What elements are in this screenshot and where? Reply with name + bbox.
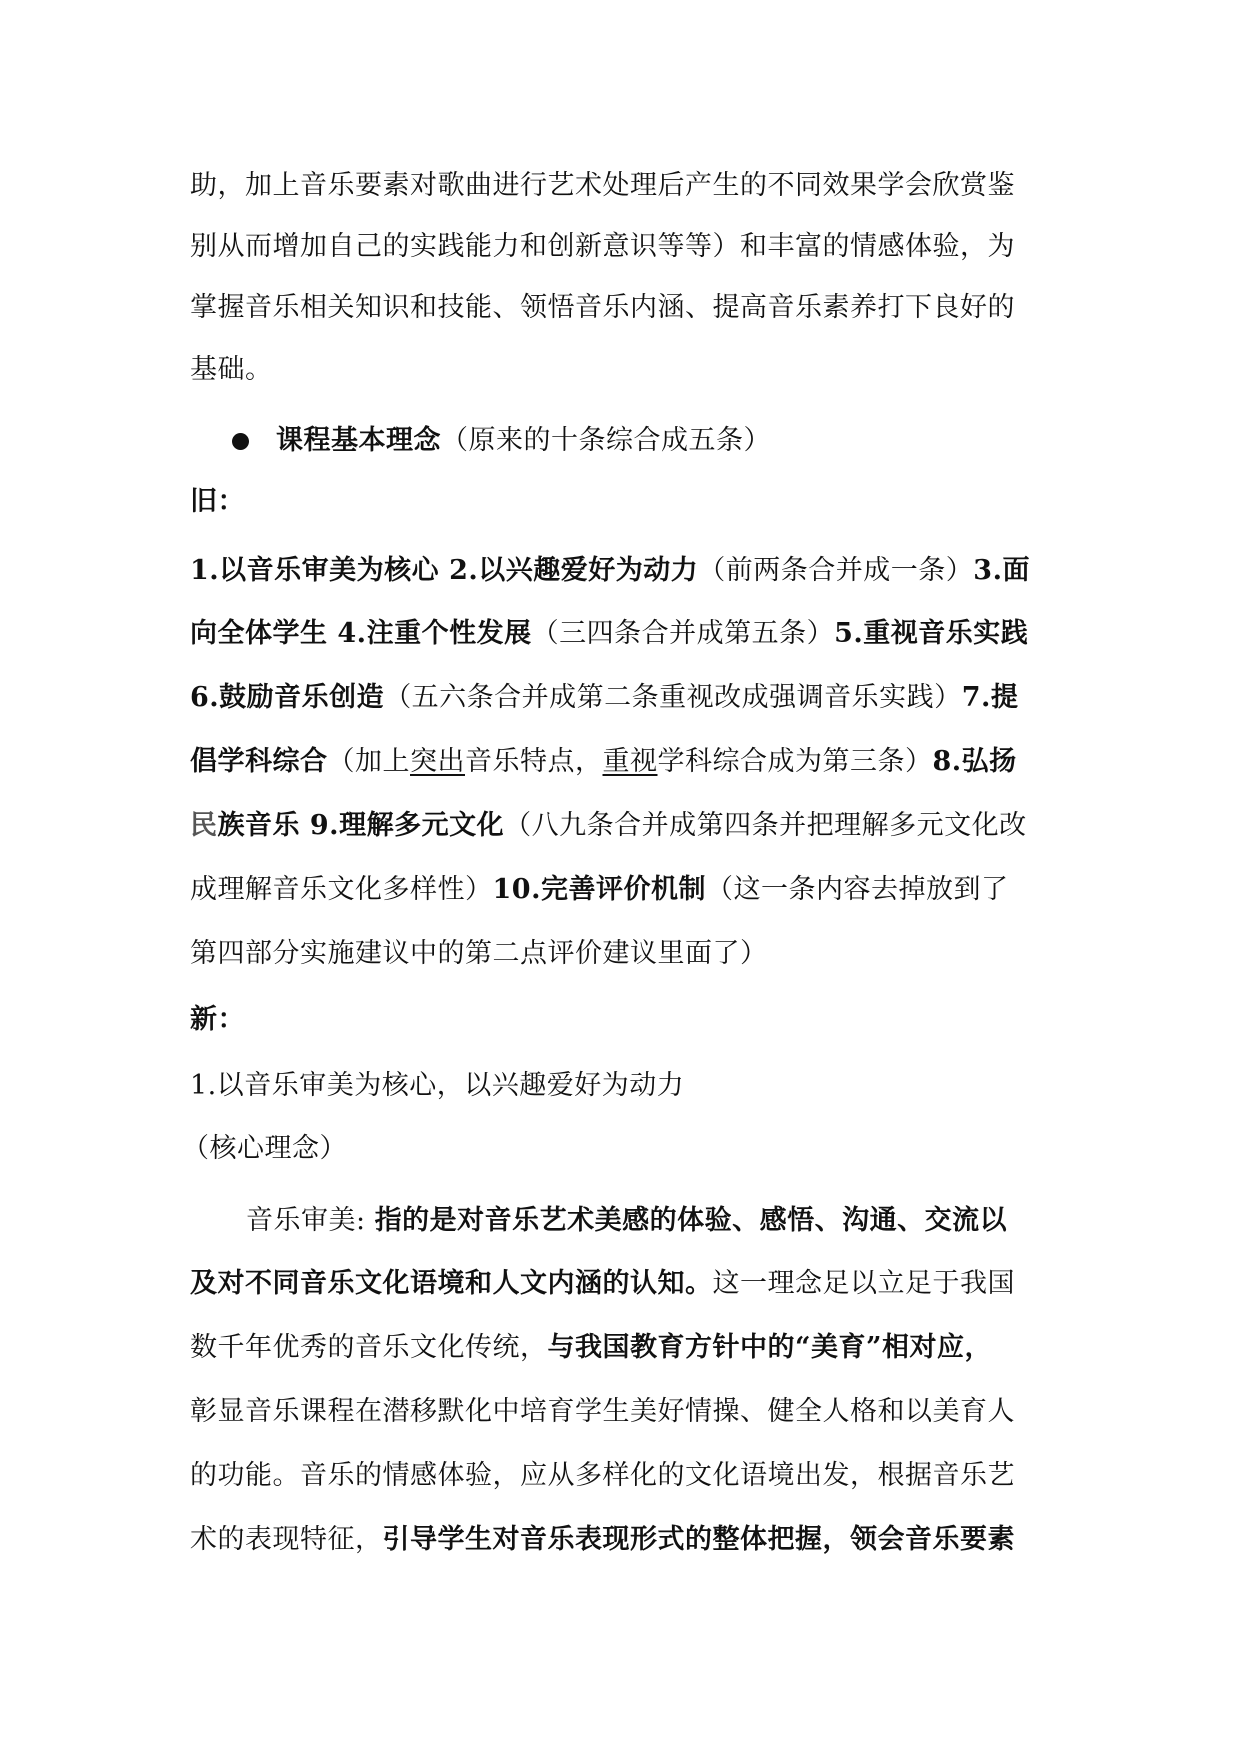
text-run: 数千年优秀的音乐文化传统， [190,1332,548,1363]
underlined-text: 重视 [602,746,658,777]
paragraph-line [190,614,1028,654]
text-bold: 向全体学生 4.注重个性发展 [190,618,532,649]
text-bold: 5.重视音乐实践 [834,618,1029,649]
text-bold: 8.弘扬 [932,746,1017,777]
text-bold: 10.完善评价机制 [492,874,706,905]
paragraph-line [190,1456,1015,1496]
text-bold: 倡学科综合 [190,746,328,777]
text-run: （三四条合并成第五条） [531,618,835,649]
paragraph-line [190,806,1027,846]
text-run: 别从而增加自己的实践能力和创新意识等等）和丰富的情感体验，为 [190,231,1015,262]
section-heading [276,421,771,461]
text-run: 音乐特点， [465,746,603,777]
paragraph-line [190,1520,1015,1560]
text-run: 术的表现特征， [190,1524,383,1555]
text-bold: 7.提 [961,682,1019,713]
text-run: 基础。 [190,354,273,385]
paragraph-line [190,1392,1015,1432]
paragraph-line [190,288,1015,328]
paragraph-line [190,934,768,974]
text-run: 第四部分实施建议中的第二点评价建议里面了） [190,938,768,969]
text-run: （前两条合并成一条） [698,555,974,586]
paragraph-line [190,870,1008,910]
text-bold: 及对不同音乐文化语境和人文内涵的认知。 [190,1268,713,1299]
text-bold: 族音乐 9.理解多元文化 [217,810,505,841]
paragraph-line [190,227,1015,267]
text-bold: 3.面 [973,555,1030,586]
paragraph-line [190,551,1030,591]
text-run: 新： [190,1004,245,1035]
text-run: （五六条合并成第二条重视改成强调音乐实践） [384,682,962,713]
paragraph-line [190,1264,1015,1304]
paragraph-line [182,1129,347,1169]
text-run: （核心理念） [182,1133,347,1164]
text-run: 1.以音乐审美为核心，以兴趣爱好为动力 [190,1070,685,1101]
heading-bold: 课程基本理念 [276,425,441,456]
text-bold: 与我国教育方针中的“美育”相对应， [547,1332,993,1363]
paragraph-line [190,742,1017,782]
text-bold: 1.以音乐审美为核心 2.以兴趣爱好为动力 [190,555,699,586]
text-bold: 6.鼓励音乐创造 [190,682,385,713]
text-run: 学科综合成为第三条） [657,746,933,777]
text-run: 旧： [190,486,245,517]
heading-note: （原来的十条综合成五条） [441,425,771,456]
text-run: 这一理念足以立足于我国 [712,1268,1015,1299]
paragraph-line [190,678,1018,718]
paragraph-line [190,166,1015,206]
paragraph-line [190,350,273,390]
text-run: 彰显音乐课程在潜移默化中培育学生美好情操、健全人格和以美育人 [190,1396,1015,1427]
bullet-icon [232,433,249,450]
paragraph-line [190,1328,992,1368]
text-bold-faded: 民 [190,810,218,841]
text-bold: 引导学生对音乐表现形式的整体把握，领会音乐要素 [382,1524,1015,1555]
paragraph-line [190,1066,684,1106]
old-label [190,482,245,522]
text-run: （八九条合并成第四条并把理解多元文化改 [504,810,1027,841]
text-run: （加上 [327,746,410,777]
text-run: 助，加上音乐要素对歌曲进行艺术处理后产生的不同效果学会欣赏鉴 [190,170,1015,201]
new-label [190,1000,245,1040]
text-run: （这一条内容去掉放到了 [705,874,1009,905]
paragraph-line [246,1201,1007,1241]
text-bold: 指的是对音乐艺术美感的体验、感悟、沟通、交流以 [374,1205,1008,1236]
text-run: 音乐审美: [246,1205,375,1236]
underlined-text: 突出 [410,746,465,777]
text-run: 掌握音乐相关知识和技能、领悟音乐内涵、提高音乐素养打下良好的 [190,292,1015,323]
text-run: 成理解音乐文化多样性） [190,874,493,905]
text-run: 的功能。音乐的情感体验，应从多样化的文化语境出发，根据音乐艺 [190,1460,1015,1491]
